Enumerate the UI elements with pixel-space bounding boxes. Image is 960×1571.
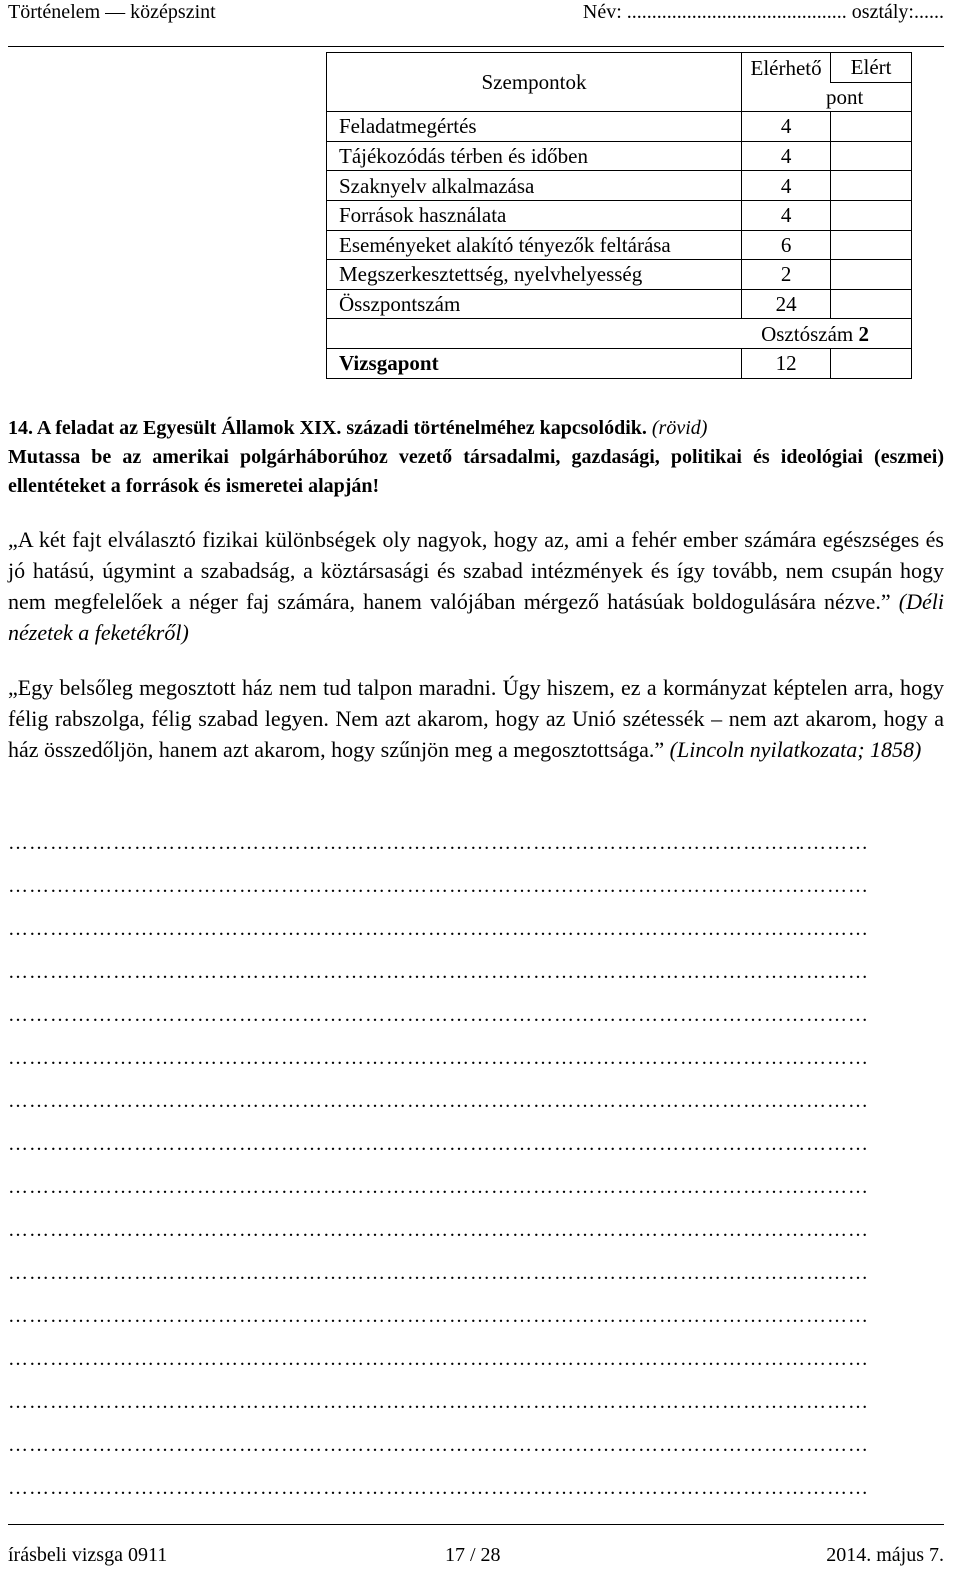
exam-points-value: 12 xyxy=(742,348,831,378)
task-block xyxy=(8,414,944,501)
score-table xyxy=(326,52,912,379)
achieved-cell[interactable] xyxy=(831,171,912,201)
quote-source: (Lincoln nyilatkozata; 1858) xyxy=(669,737,922,762)
criterion-label: Eseményeket alakító tényezők feltárása xyxy=(327,230,742,260)
achieved-cell[interactable] xyxy=(831,112,912,142)
criterion-label: Feladatmegértés xyxy=(327,112,742,142)
table-row xyxy=(327,200,912,230)
header-name-class: Név: ............................................ osztály:...... xyxy=(582,1,944,23)
answer-line[interactable]: …………………………………………………………………………………………………………… xyxy=(8,1262,869,1284)
criterion-points: 4 xyxy=(742,200,831,230)
quote-text: „A két fajt elválasztó fizikai különbségek oly nagyok, hogy az, ami a fehér ember számára egészséges és jó hatású, úgymint a szabadság, a köztársasági és szabad intézmények és így tovább, nem csupán hogy nem megfelelőek a néger faj számára, hanem valójában mérgező hatásúak boldogulására nézve.” xyxy=(8,527,944,614)
criterion-label: Megszerkesztettség, nyelvhelyesség xyxy=(327,260,742,290)
answer-line[interactable]: …………………………………………………………………………………………………………… xyxy=(8,1219,869,1241)
total-achieved-cell[interactable] xyxy=(831,289,912,319)
answer-line[interactable]: …………………………………………………………………………………………………………… xyxy=(8,961,869,983)
footer-exam-code: írásbeli vizsga 0911 xyxy=(8,1544,168,1566)
criterion-points: 6 xyxy=(742,230,831,260)
answer-line[interactable]: …………………………………………………………………………………………………………… xyxy=(8,875,869,897)
table-row xyxy=(327,260,912,290)
answer-line[interactable]: …………………………………………………………………………………………………………… xyxy=(8,1090,869,1112)
available-header-pont: pont xyxy=(742,82,912,112)
criterion-points: 4 xyxy=(742,141,831,171)
achieved-cell[interactable] xyxy=(831,141,912,171)
answer-line[interactable]: …………………………………………………………………………………………………………… xyxy=(8,1348,869,1370)
source-quote xyxy=(8,672,944,765)
page-header xyxy=(8,0,944,46)
answer-line[interactable]: …………………………………………………………………………………………………………… xyxy=(8,1434,869,1456)
task-instruction: Mutassa be az amerikai polgárháborúhoz vezető társadalmi, gazdasági, politikai és ideológiai (eszmei) ellentéteket a források és ismeretei alapján! xyxy=(8,446,944,497)
criterion-label: Tájékozódás térben és időben xyxy=(327,141,742,171)
answer-line[interactable]: …………………………………………………………………………………………………………… xyxy=(8,832,869,854)
divisor-label: Osztószám xyxy=(761,321,854,346)
criterion-label: Források használata xyxy=(327,200,742,230)
quote-source: (Déli nézetek a feketékről) xyxy=(8,589,944,645)
total-points: 24 xyxy=(742,289,831,319)
achieved-header: Elért xyxy=(831,53,912,83)
task-type: (rövid) xyxy=(651,417,708,439)
total-label: Összpontszám xyxy=(327,289,742,319)
criterion-points: 4 xyxy=(742,171,831,201)
table-row xyxy=(327,141,912,171)
source-quote xyxy=(8,524,944,648)
available-header: Elérhető xyxy=(742,53,831,83)
answer-line[interactable]: …………………………………………………………………………………………………………… xyxy=(8,1391,869,1413)
answer-line[interactable]: …………………………………………………………………………………………………………… xyxy=(8,1133,869,1155)
exam-achieved-cell[interactable] xyxy=(831,348,912,378)
answer-line[interactable]: …………………………………………………………………………………………………………… xyxy=(8,1047,869,1069)
answer-line[interactable]: …………………………………………………………………………………………………………… xyxy=(8,1305,869,1327)
achieved-cell[interactable] xyxy=(831,200,912,230)
criterion-label: Szaknyelv alkalmazása xyxy=(327,171,742,201)
task-title: 14. A feladat az Egyesült Államok XIX. századi történelméhez kapcsolódik. xyxy=(8,417,647,439)
header-subject: Történelem — középszint xyxy=(8,1,216,23)
table-row xyxy=(327,319,912,349)
divisor-row xyxy=(327,319,912,349)
criterion-points: 2 xyxy=(742,260,831,290)
footer-date: 2014. május 7. xyxy=(826,1544,944,1566)
achieved-cell[interactable] xyxy=(831,260,912,290)
table-row xyxy=(327,230,912,260)
divisor-value: 2 xyxy=(858,321,869,346)
criteria-header: Szempontok xyxy=(327,53,742,112)
footer-rule xyxy=(8,1524,944,1525)
achieved-cell[interactable] xyxy=(831,230,912,260)
table-row xyxy=(327,171,912,201)
table-row xyxy=(327,112,912,142)
answer-line[interactable]: …………………………………………………………………………………………………………… xyxy=(8,1176,869,1198)
table-row xyxy=(327,348,912,378)
answer-line[interactable]: …………………………………………………………………………………………………………… xyxy=(8,1004,869,1026)
answer-line[interactable]: …………………………………………………………………………………………………………… xyxy=(8,918,869,940)
answer-area[interactable] xyxy=(8,822,944,1510)
criterion-points: 4 xyxy=(742,112,831,142)
quote-text: „Egy belsőleg megosztott ház nem tud talpon maradni. Úgy hiszem, ez a kormányzat képtelen arra, hogy félig rabszolga, félig szabad legyen. Nem azt akarom, hogy az Unió szétessék – nem azt akarom, hogy a ház összedőljön, hanem azt akarom, hogy szűnjön meg a megosztottsága.” xyxy=(8,675,944,762)
exam-points-label: Vizsgapont xyxy=(327,348,742,378)
answer-line[interactable]: …………………………………………………………………………………………………………… xyxy=(8,1477,869,1499)
header-rule xyxy=(8,46,944,47)
footer-page-number: 17 / 28 xyxy=(445,1544,501,1566)
table-row xyxy=(327,289,912,319)
